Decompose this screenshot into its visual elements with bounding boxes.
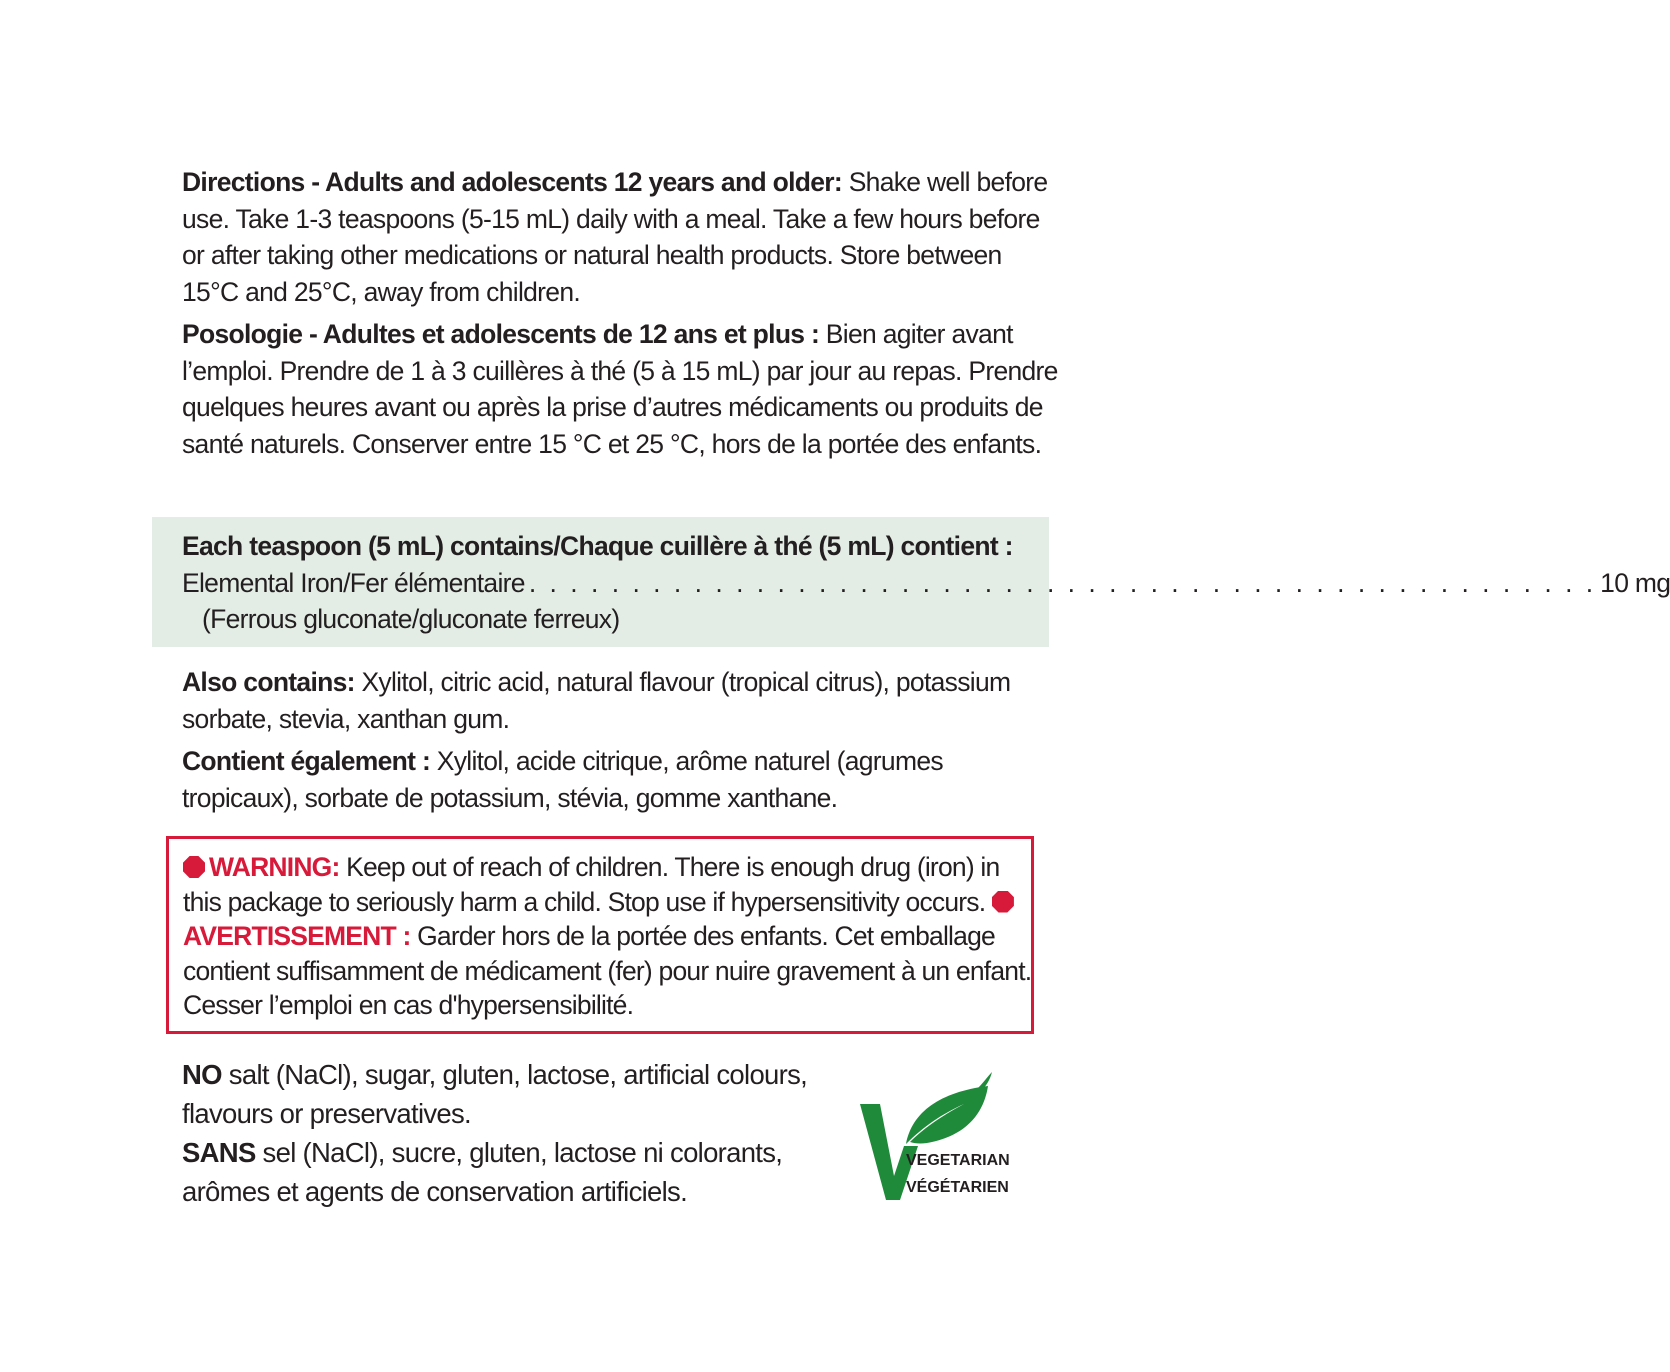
warning-label-fr: AVERTISSEMENT :: [183, 921, 411, 951]
free-from-en: [182, 1055, 862, 1133]
free-from-fr: [182, 1133, 862, 1211]
also-contains-fr-heading: Contient également :: [182, 746, 431, 776]
free-from-en-body: salt (NaCl), sugar, gluten, lactose, artificial colours, flavours or preservatives.: [182, 1059, 808, 1129]
directions-fr-heading: Posologie - Adultes et adolescents de 12 ans et plus :: [182, 319, 820, 349]
ingredient-source: (Ferrous gluconate/gluconate ferreux): [202, 604, 620, 634]
vegetarian-label-en: VEGETARIAN: [906, 1152, 1010, 1169]
vegetarian-label-fr: VÉGÉTARIEN: [906, 1179, 1009, 1196]
free-from-fr-body: sel (NaCl), sucre, gluten, lactose ni colorants, arômes et agents de conservation artificiels.: [182, 1137, 783, 1207]
directions-fr: [182, 316, 1062, 462]
warning-text: [183, 850, 1033, 1023]
warning-body-fr: Garder hors de la portée des enfants. Cet emballage contient suffisamment de médicament (fer) pour nuire gravement à un enfant. Cesser l’emploi en cas d'hypersensibilité.: [183, 921, 1032, 1020]
ingredient-row: [182, 565, 1670, 602]
also-contains-en: [182, 664, 1062, 737]
free-from-statement: [182, 1055, 862, 1211]
directions-en-heading: Directions - Adults and adolescents 12 years and older:: [182, 167, 843, 197]
directions-en-body: Shake well before use. Take 1-3 teaspoons (5-15 mL) daily with a meal. Take a few hours before or after taking other medications or natural health products. Store between 15°C and 25°C, away from children.: [182, 167, 1048, 307]
stop-sign-icon: [992, 891, 1014, 913]
also-contains-en-heading: Also contains:: [182, 667, 355, 697]
ingredient-leader-dots: . . . . . . . . . . . . . . . . . . . . . . . . . . . . . . . . . . . . . . . . . . . . . . . . . . . .: [528, 568, 1597, 598]
stop-sign-icon: [183, 856, 205, 878]
medicinal-ingredients-panel: [152, 517, 1670, 647]
free-from-fr-strong: SANS: [182, 1137, 256, 1168]
ingredients-heading: Each teaspoon (5 mL) contains/Chaque cuillère à thé (5 mL) contient :: [182, 531, 1013, 561]
also-contains-en-body: Xylitol, citric acid, natural flavour (tropical citrus), potassium sorbate, stevia, xanthan gum.: [182, 667, 1011, 734]
warning-box: [166, 836, 1034, 1034]
directions-fr-body: Bien agiter avant l’emploi. Prendre de 1 à 3 cuillères à thé (5 à 15 mL) par jour au repas. Prendre quelques heures avant ou après la prise d’autres médicaments ou produits de santé naturels. Conserver entre 15 °C et 25 °C, hors de la portée des enfants.: [182, 319, 1058, 459]
free-from-en-strong: NO: [182, 1059, 222, 1090]
ingredient-name: Elemental Iron/Fer élémentaire: [182, 568, 525, 598]
warning-body-en: Keep out of reach of children. There is enough drug (iron) in this package to seriously harm a child. Stop use if hypersensitivity occurs.: [183, 852, 1000, 917]
directions-en: [182, 164, 1062, 310]
warning-label-en: WARNING:: [209, 852, 340, 882]
also-contains-fr-body: Xylitol, acide citrique, arôme naturel (agrumes tropicaux), sorbate de potassium, stévia, gomme xanthane.: [182, 746, 943, 813]
also-contains-fr: [182, 743, 1062, 816]
ingredient-amount: 10 mg: [1600, 568, 1670, 598]
